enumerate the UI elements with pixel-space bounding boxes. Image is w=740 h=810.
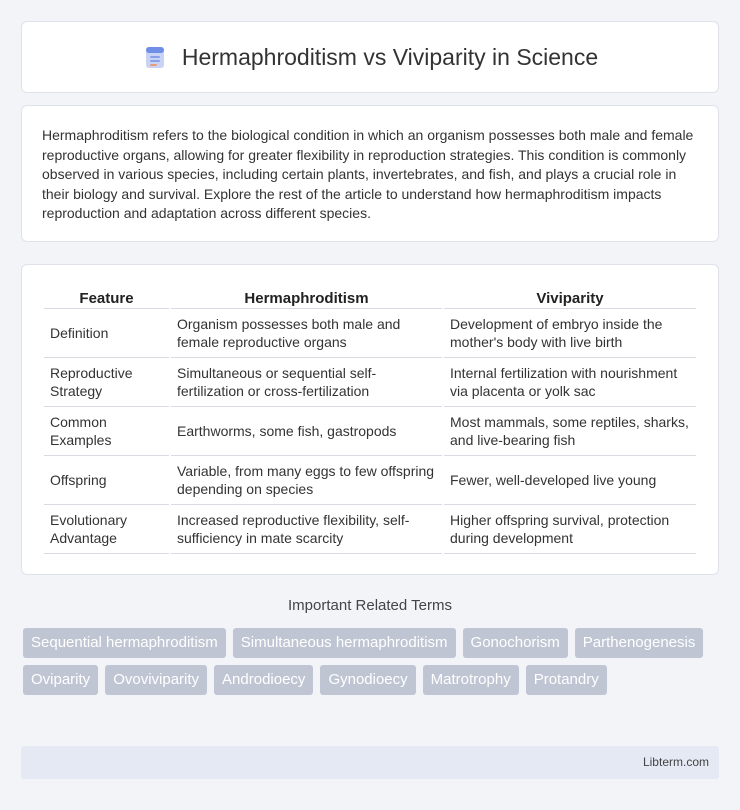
footer <box>21 746 719 779</box>
table-row <box>44 407 696 456</box>
related-term-tag[interactable]: Gynodioecy <box>320 665 415 695</box>
cell-feature: Evolutionary Advantage <box>44 505 169 554</box>
related-term-tag[interactable]: Gonochorism <box>463 628 568 658</box>
document-icon <box>142 44 168 70</box>
table-row <box>44 309 696 358</box>
cell-viviparity: Most mammals, some reptiles, sharks, and live-bearing fish <box>444 407 696 456</box>
cell-feature: Definition <box>44 309 169 358</box>
related-term-tag[interactable]: Parthenogenesis <box>575 628 704 658</box>
cell-viviparity: Internal fertilization with nourishment via placenta or yolk sac <box>444 358 696 407</box>
table-row <box>44 456 696 505</box>
cell-viviparity: Higher offspring survival, protection during development <box>444 505 696 554</box>
intro-card <box>21 105 719 242</box>
related-term-tag[interactable]: Androdioecy <box>214 665 313 695</box>
comparison-card <box>21 264 719 575</box>
cell-hermaphroditism: Organism possesses both male and female reproductive organs <box>171 309 442 358</box>
cell-hermaphroditism: Earthworms, some fish, gastropods <box>171 407 442 456</box>
cell-feature: Common Examples <box>44 407 169 456</box>
table-row <box>44 505 696 554</box>
table-row <box>44 358 696 407</box>
cell-viviparity: Development of embryo inside the mother's body with live birth <box>444 309 696 358</box>
cell-viviparity: Fewer, well-developed live young <box>444 456 696 505</box>
header-hermaphroditism: Hermaphroditism <box>171 285 442 309</box>
header-feature: Feature <box>44 285 169 309</box>
cell-hermaphroditism: Increased reproductive flexibility, self-sufficiency in mate scarcity <box>171 505 442 554</box>
related-term-tag[interactable]: Matrotrophy <box>423 665 519 695</box>
table-header-row <box>44 285 696 309</box>
header-viviparity: Viviparity <box>444 285 696 309</box>
cell-feature: Offspring <box>44 456 169 505</box>
related-term-tag[interactable]: Oviparity <box>23 665 98 695</box>
related-terms-title: Important Related Terms <box>288 597 452 614</box>
intro-paragraph: Hermaphroditism refers to the biological condition in which an organism possesses both male and female reproductive organs, allowing for greater flexibility in reproduction strategies. This condition is commonly observed in various species, including certain plants, invertebrates, and fish, and plays a crucial role in their biology and survival. Explore the rest of the article to understand how hermaphroditism impacts reproduction and adaptation across different species. <box>42 127 694 221</box>
cell-hermaphroditism: Simultaneous or sequential self-fertilization or cross-fertilization <box>171 358 442 407</box>
page-title: Hermaphroditism vs Viviparity in Science <box>181 43 599 70</box>
related-term-tag[interactable]: Sequential hermaphroditism <box>23 628 226 658</box>
cell-feature: Reproductive Strategy <box>44 358 169 407</box>
related-term-tag[interactable]: Ovoviviparity <box>105 665 207 695</box>
cell-hermaphroditism: Variable, from many eggs to few offspring depending on species <box>171 456 442 505</box>
related-term-tag[interactable]: Simultaneous hermaphroditism <box>233 628 456 658</box>
footer-site-link[interactable]: Libterm.com <box>642 755 709 769</box>
related-terms-list <box>23 628 723 695</box>
title-card <box>21 21 719 93</box>
comparison-table <box>42 285 698 554</box>
related-term-tag[interactable]: Protandry <box>526 665 607 695</box>
